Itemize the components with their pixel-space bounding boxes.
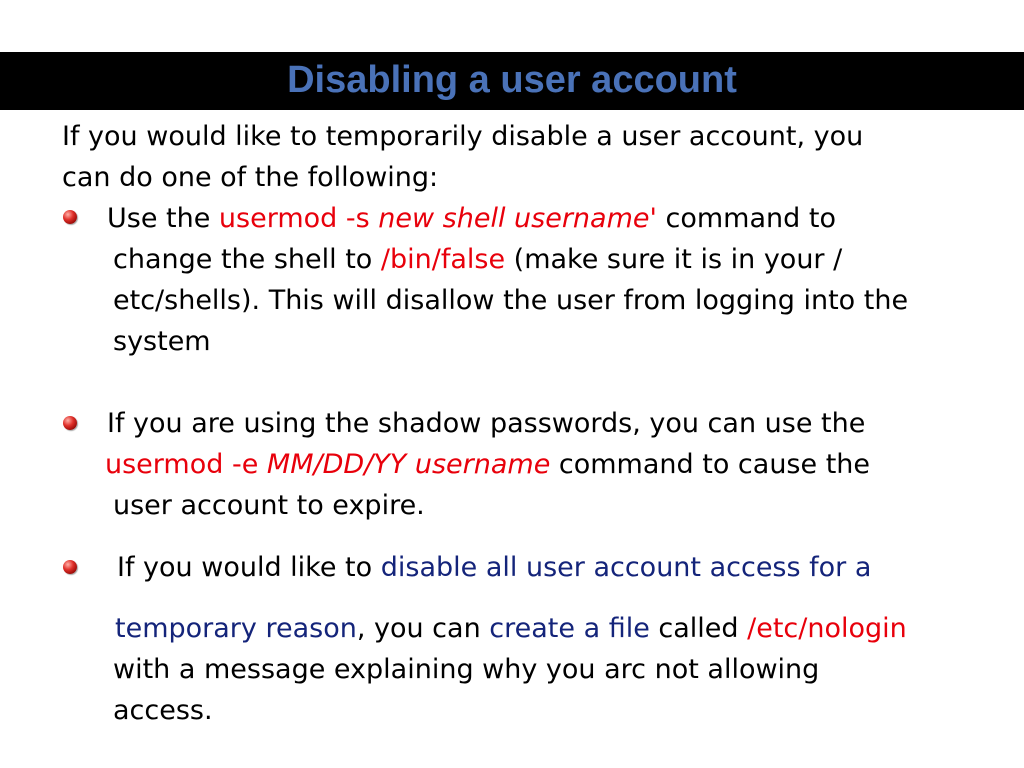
command-text: usermod -e <box>105 449 267 480</box>
command-args: new shell username' <box>378 203 657 234</box>
emphasis-text: disable all user account access for a <box>380 552 872 583</box>
text-fragment: , you can <box>356 613 490 644</box>
bullet-3-line-2 <box>115 608 907 649</box>
text-fragment: change the shell to <box>113 244 381 275</box>
bullet-2-line-3: user account to expire. <box>113 490 425 521</box>
bullet-1-line-1 <box>107 198 836 239</box>
command-text: usermod -s <box>218 203 379 234</box>
bullet-icon <box>63 210 77 224</box>
text-fragment: (make sure it is in your / <box>505 244 843 275</box>
bullet-3-line-1 <box>117 547 871 588</box>
emphasis-text: temporary reason <box>115 613 357 644</box>
bullet-2-line-2 <box>105 444 870 485</box>
bullet-1-line-4: system <box>113 326 211 357</box>
text-fragment: command to cause the <box>550 449 871 480</box>
bullet-icon <box>63 560 77 574</box>
intro-line-2: can do one of the following: <box>62 162 439 193</box>
command-args: MM/DD/YY username <box>266 449 551 480</box>
bullet-2-line-1: If you are using the shadow passwords, you can use the <box>107 408 866 439</box>
bullet-1-line-3: etc/shells). This will disallow the user from logging into the <box>113 285 909 316</box>
bullet-3-line-3: with a message explaining why you arc not allowing <box>113 654 820 685</box>
path-text: /bin/false <box>380 244 506 275</box>
emphasis-text: create a file <box>489 613 650 644</box>
slide-title: Disabling a user account <box>287 59 737 101</box>
text-fragment: Use the <box>107 203 219 234</box>
text-fragment: called <box>649 613 748 644</box>
bullet-icon <box>63 416 77 430</box>
bullet-3-line-4: access. <box>113 695 213 726</box>
text-fragment: command to <box>656 203 836 234</box>
bullet-1-line-2 <box>113 239 842 280</box>
text-fragment: If you would like to <box>117 552 381 583</box>
intro-line-1: If you would like to temporarily disable a user account, you <box>62 121 864 152</box>
path-text: /etc/nologin <box>747 613 907 644</box>
